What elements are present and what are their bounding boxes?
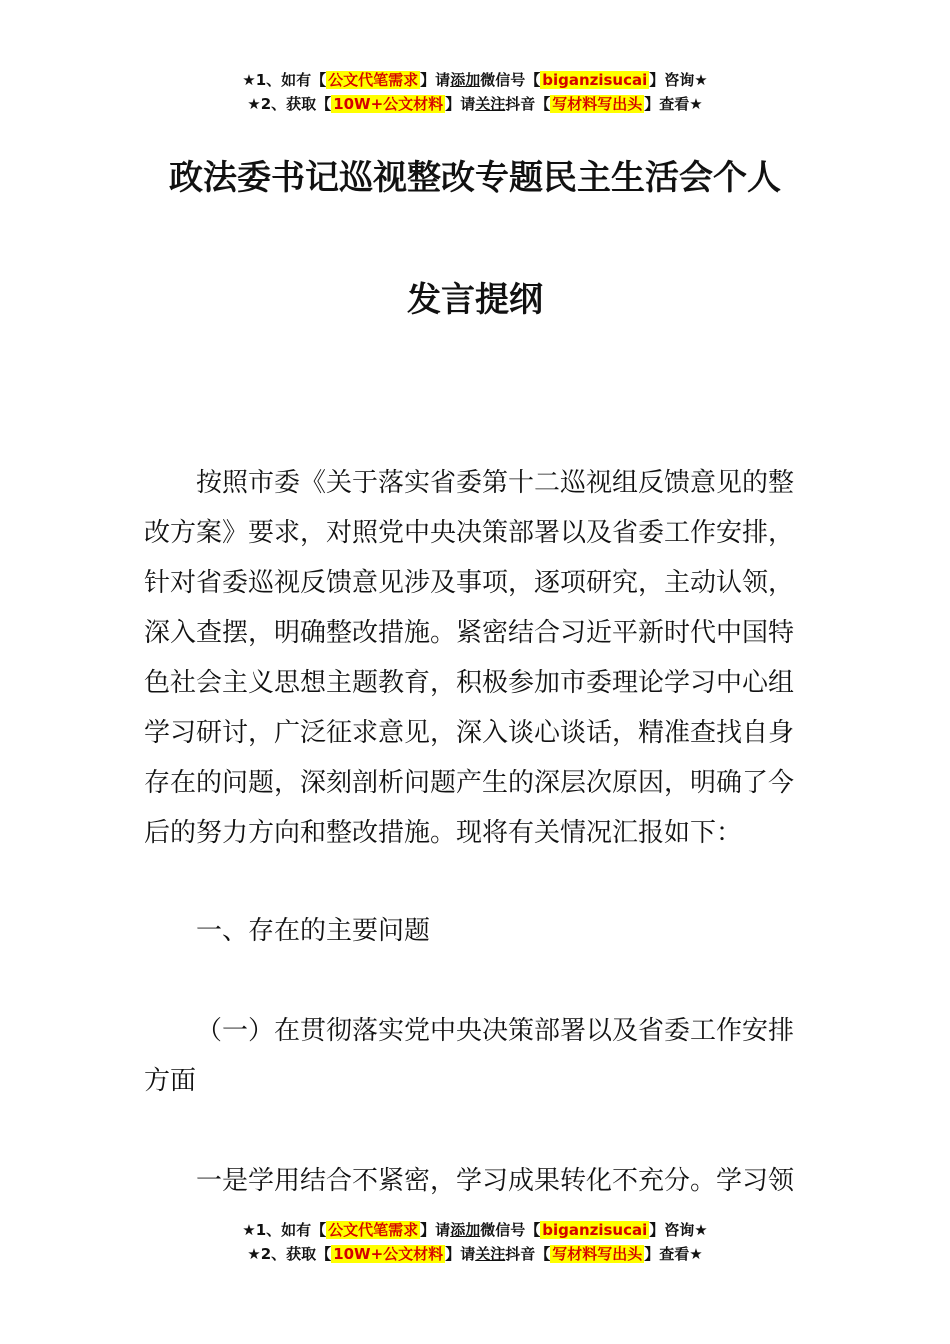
intro-paragraph [144,458,808,858]
paragraph-line: 深入查摆，明确整改措施。紧密结合习近平新时代中国特 [144,618,795,648]
douyin-highlight: 写材料写出头 [552,1245,643,1263]
paragraph-line: 后的努力方向和整改措施。现将有关情况汇报如下： [144,818,743,848]
point-one-paragraph [144,1156,808,1206]
paragraph-line: 存在的问题，深刻剖析问题产生的深层次原因，明确了今 [144,768,795,798]
wechat-id-highlight: biganzisucai [542,1221,648,1239]
footer-banner [0,1218,950,1266]
document-title-line-1: 政法委书记巡视整改专题民主生活会个人 [169,158,781,198]
footer-banner-line-1: ★1、如有【 公文代笔需求 】请添加微信号【 biganzisucai 】咨询★ [242,1221,708,1239]
paragraph-line: 方面 [144,1066,197,1096]
paragraph-line: 改方案》要求，对照党中央决策部署以及省委工作安排， [144,518,795,548]
materials-highlight: 10W+公文材料 [333,95,444,113]
paragraph-line: （一）在贯彻落实党中央决策部署以及省委工作安排 [196,1016,795,1046]
paragraph-line: 色社会主义思想主题教育，积极参加市委理论学习中心组 [144,668,795,698]
document-title-line-2: 发言提纲 [407,280,543,320]
paragraph-line: 学习研讨，广泛征求意见，深入谈心谈话，精准查找自身 [144,718,795,748]
wechat-id-highlight: biganzisucai [542,71,648,89]
service-highlight: 公文代笔需求 [328,1221,419,1239]
paragraph-line: 按照市委《关于落实省委第十二巡视组反馈意见的整 [196,468,795,498]
section-heading: 一、存在的主要问题 [196,916,431,946]
douyin-highlight: 写材料写出头 [552,95,643,113]
header-banner-line-1: ★1、如有【 公文代笔需求 】请添加微信号【 biganzisucai 】咨询★ [242,71,708,89]
footer-banner-line-2: ★2、获取【 10W+公文材料 】请关注抖音【 写材料写出头 】查看★ [247,1245,703,1263]
header-banner [0,68,950,116]
paragraph-line: 针对省委巡视反馈意见涉及事项，逐项研究，主动认领， [144,568,795,598]
subsection-heading [144,1006,808,1106]
header-banner-line-2: ★2、获取【 10W+公文材料 】请关注抖音【 写材料写出头 】查看★ [247,95,703,113]
materials-highlight: 10W+公文材料 [333,1245,444,1263]
service-highlight: 公文代笔需求 [328,71,419,89]
paragraph-line: 一是学用结合不紧密，学习成果转化不充分。学习领 [196,1166,795,1196]
